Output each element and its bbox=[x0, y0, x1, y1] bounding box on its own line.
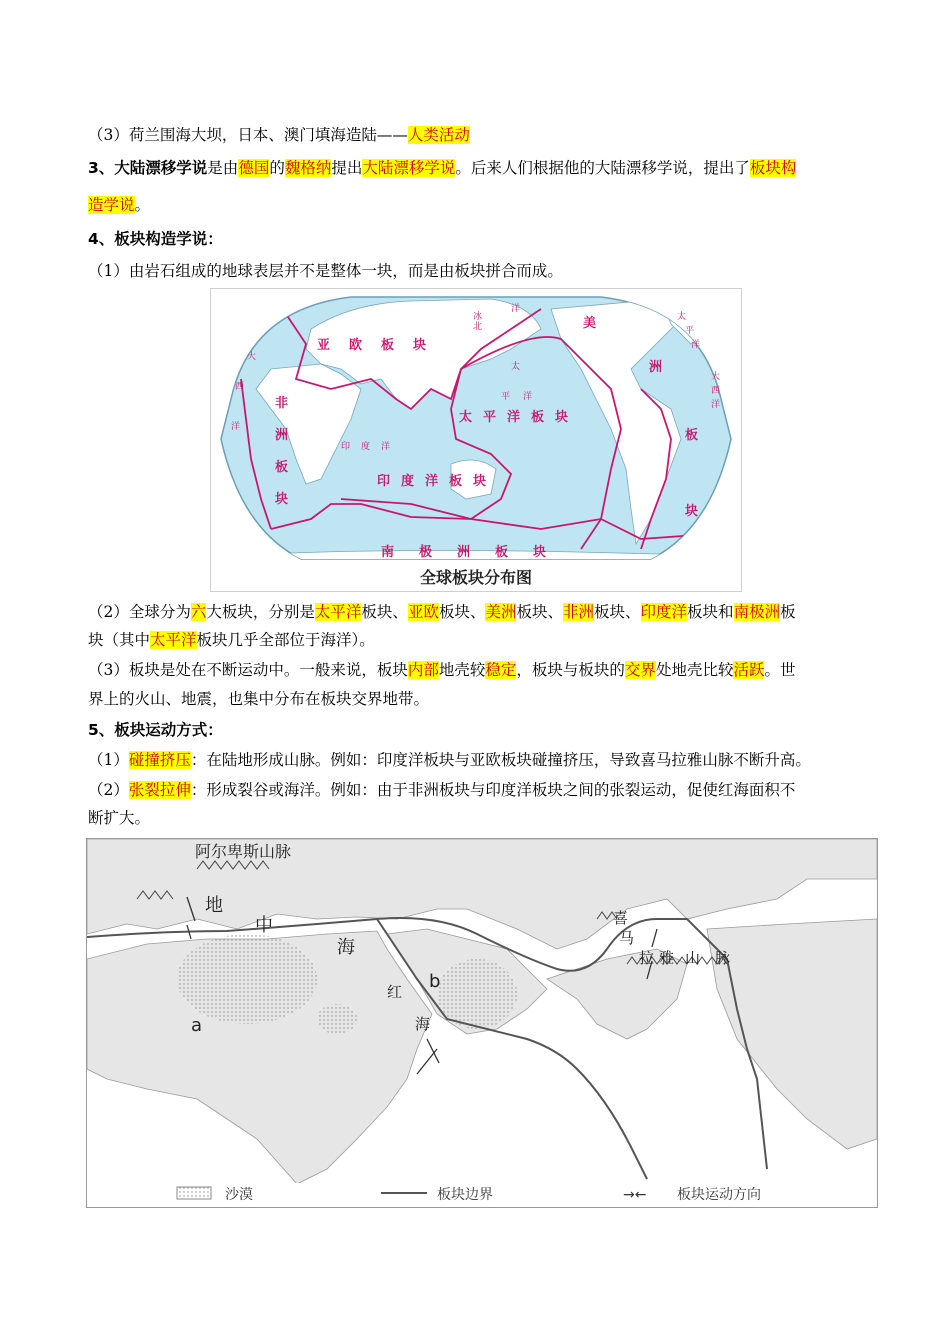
label-b: b bbox=[429, 971, 441, 992]
label-red-1: 红 bbox=[387, 983, 403, 1001]
line-1: （3）荷兰围海大坝，日本、澳门填海造陆——人类活动 bbox=[88, 126, 470, 144]
line-13: 断扩大。 bbox=[88, 809, 151, 827]
svg-text:度: 度 bbox=[401, 474, 415, 489]
plate-label-america: 美 bbox=[583, 316, 597, 331]
svg-text:平: 平 bbox=[483, 410, 497, 425]
line-5: （1）由岩石组成的地球表层并不是整体一块，而是由板块拼合而成。 bbox=[88, 262, 563, 280]
world-plates-figure bbox=[210, 288, 742, 592]
svg-text:洋: 洋 bbox=[511, 304, 521, 314]
label-himalaya-5: 山 bbox=[685, 949, 701, 967]
label-himalaya-1: 喜 bbox=[613, 909, 629, 927]
line-9: 界上的火山、地震，也集中分布在板块交界地带。 bbox=[88, 690, 430, 708]
svg-text:度: 度 bbox=[361, 442, 371, 452]
label-med-3: 海 bbox=[337, 937, 355, 958]
legend-motion: 板块运动方向 bbox=[677, 1187, 761, 1203]
line-11: （1）碰撞挤压：在陆地形成山脉。例如：印度洋板块与亚欧板块碰撞挤压，导致喜马拉雅山脉不断升高。 bbox=[88, 751, 811, 769]
label-himalaya-2: 马 bbox=[619, 929, 635, 947]
svg-text:冰: 冰 bbox=[473, 312, 483, 322]
svg-text:洲: 洲 bbox=[649, 360, 663, 375]
svg-text:板: 板 bbox=[449, 474, 463, 489]
label-himalaya-6: 脉 bbox=[715, 949, 731, 967]
line-7: 块（其中太平洋板块几乎全部位于海洋）。 bbox=[88, 631, 375, 649]
legend-boundary: 板块边界 bbox=[437, 1187, 493, 1203]
svg-text:板: 板 bbox=[381, 338, 395, 353]
svg-text:板: 板 bbox=[495, 545, 509, 560]
line-6: （2）全球分为六大板块，分别是太平洋板块、亚欧板块、美洲板块、非洲板块、印度洋板块和南极洲板 bbox=[88, 603, 796, 621]
svg-text:西: 西 bbox=[235, 382, 245, 392]
line-4: 4、板块构造学说： bbox=[88, 230, 223, 248]
line-3: 造学说。 bbox=[88, 196, 151, 214]
legend-desert-swatch bbox=[177, 1187, 211, 1199]
svg-text:洋: 洋 bbox=[231, 422, 241, 432]
line-12: （2）张裂拉伸：形成裂谷或海洋。例如：由于非洲板块与印度洋板块之间的张裂运动，促使红海面积不 bbox=[88, 781, 796, 799]
ocean-label-pacific-west: 太 bbox=[511, 362, 521, 372]
line-2: 3、大陆漂移学说是由德国的魏格纳提出大陆漂移学说。后来人们根据他的大陆漂移学说，提出了板块构 bbox=[88, 159, 797, 177]
label-red-2: 海 bbox=[415, 1015, 431, 1033]
svg-text:洋: 洋 bbox=[507, 410, 521, 425]
line-8: （3）板块是处在不断运动中。一般来说，板块内部地壳较稳定，板块与板块的交界处地壳比较活跃。世 bbox=[88, 661, 796, 679]
ocean-label-atlantic: 大 bbox=[247, 352, 257, 362]
label-himalaya-4: 雅 bbox=[659, 949, 675, 967]
legend-arrows-icon: →← bbox=[623, 1187, 647, 1203]
svg-text:块: 块 bbox=[685, 504, 699, 519]
ocean-label-indian: 印 bbox=[341, 442, 351, 452]
map-caption: 全球板块分布图 bbox=[419, 568, 533, 587]
label-med-2: 中 bbox=[255, 915, 273, 936]
svg-text:平: 平 bbox=[501, 392, 511, 402]
svg-text:板: 板 bbox=[685, 428, 699, 443]
plate-label-antarctic: 南 bbox=[381, 545, 395, 560]
svg-text:块: 块 bbox=[473, 474, 487, 489]
world-plates-map bbox=[211, 289, 741, 591]
svg-text:块: 块 bbox=[413, 338, 427, 353]
svg-text:洋: 洋 bbox=[711, 400, 721, 410]
svg-text:洋: 洋 bbox=[381, 442, 391, 452]
plate-motion-map bbox=[87, 839, 877, 1207]
svg-text:洲: 洲 bbox=[275, 428, 289, 443]
svg-text:洋: 洋 bbox=[425, 474, 439, 489]
svg-text:板: 板 bbox=[275, 460, 289, 475]
svg-text:块: 块 bbox=[555, 410, 569, 425]
plate-label-indian: 印 bbox=[377, 474, 391, 489]
line-10: 5、板块运动方式： bbox=[88, 721, 223, 739]
ocean-label-atlantic-east: 大 bbox=[711, 372, 721, 382]
svg-text:洲: 洲 bbox=[457, 545, 471, 560]
svg-text:块: 块 bbox=[533, 545, 547, 560]
label-alps: 阿尔卑斯山脉 bbox=[195, 842, 292, 861]
label-a: a bbox=[191, 1015, 203, 1036]
label-med-1: 地 bbox=[205, 895, 223, 916]
highlight-human-activity: 人类活动 bbox=[407, 126, 470, 144]
svg-text:洋: 洋 bbox=[691, 340, 701, 350]
svg-text:板: 板 bbox=[531, 410, 545, 425]
svg-text:西: 西 bbox=[711, 386, 721, 396]
label-himalaya-3: 拉 bbox=[639, 949, 655, 967]
svg-text:洋: 洋 bbox=[523, 392, 533, 402]
plate-motion-figure bbox=[86, 838, 878, 1208]
svg-text:欧: 欧 bbox=[349, 338, 363, 353]
legend-desert: 沙漠 bbox=[225, 1187, 253, 1203]
svg-text:平: 平 bbox=[685, 326, 695, 336]
svg-text:块: 块 bbox=[275, 492, 289, 507]
svg-text:极: 极 bbox=[419, 545, 433, 560]
ocean-label-pacific-east: 太 bbox=[677, 312, 687, 322]
plate-label-africa: 非 bbox=[275, 396, 289, 411]
plate-label-eurasia: 亚 bbox=[317, 338, 331, 353]
ocean-label-arctic: 北 bbox=[473, 322, 483, 332]
plate-label-pacific: 太 bbox=[459, 410, 473, 425]
